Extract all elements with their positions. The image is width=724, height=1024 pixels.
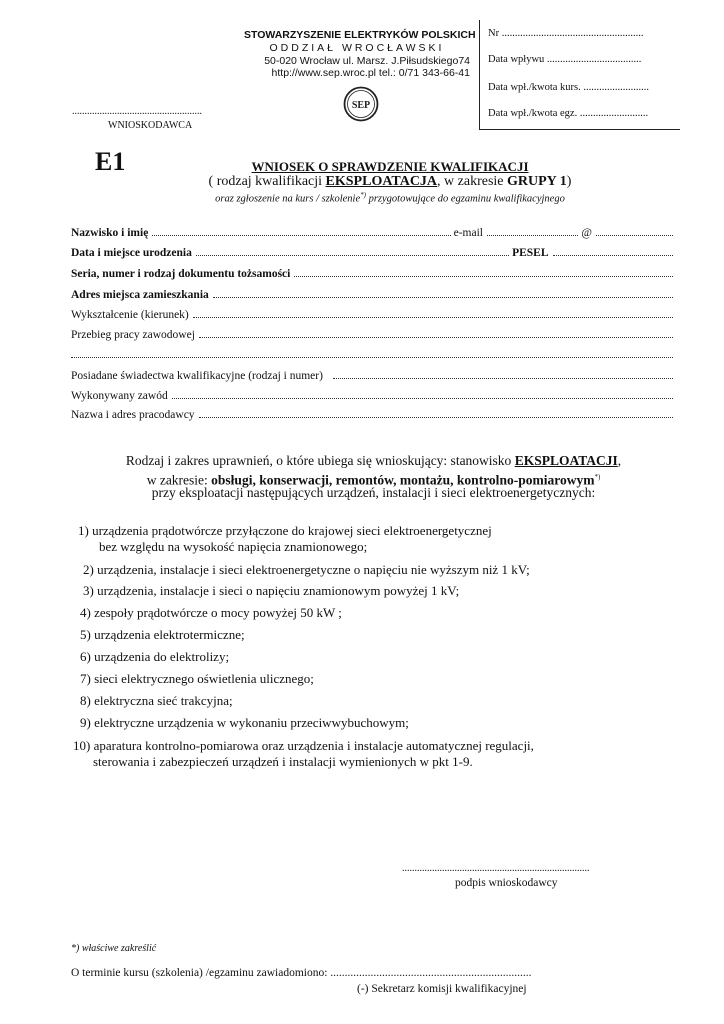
- office-use-box: [479, 20, 680, 130]
- list-item: bez względu na wysokość napięcia znamionowego;: [99, 539, 368, 554]
- education-input[interactable]: [193, 317, 673, 318]
- birth-label: Data i miejsce urodzenia: [71, 247, 192, 259]
- pesel-input[interactable]: [553, 255, 673, 256]
- list-item: 1) urządzenia prądotwórcze przyłączone do krajowej sieci elektroenergetycznej: [78, 523, 492, 538]
- pesel-label: PESEL: [512, 247, 549, 259]
- office-nr: Nr ......................................................: [488, 28, 644, 39]
- field-education[interactable]: [71, 305, 676, 321]
- address-label: Adres miejsca zamieszkania: [71, 289, 209, 301]
- email-domain-input[interactable]: [596, 235, 673, 236]
- office-data-wplywu: Data wpływu ....................................: [488, 54, 642, 65]
- applicant-signature-label: podpis wnioskodawcy: [455, 877, 558, 889]
- list-item: 2) urządzenia, instalacje i sieci elektroenergetyczne o napięciu nie wyższym niż 1 kV;: [83, 562, 530, 577]
- scope-line-3: przy eksploatacji następujących urządzeń, instalacji i sieci elektroenergetycznych:: [151, 485, 596, 500]
- list-item: 7) sieci elektrycznego oświetlenia ulicznego;: [80, 671, 314, 686]
- field-profession[interactable]: [71, 386, 676, 402]
- organization-branch: ODDZIAŁ WROCŁAWSKI: [269, 42, 445, 54]
- scope-range: obsługi, konserwacji, remontów, montażu, kontrolno-pomiarowym: [211, 472, 595, 488]
- profession-label: Wykonywany zawód: [71, 390, 168, 402]
- form-code: E1: [95, 147, 126, 176]
- organization-address: 50-020 Wrocław ul. Marsz. J.Piłsudskiego74: [264, 55, 470, 67]
- employer-input[interactable]: [199, 417, 673, 418]
- applicant-signature-line[interactable]: ....................................................: [72, 106, 202, 117]
- organization-contact: http://www.sep.wroc.pl tel.: 0/71 343-66-41: [271, 67, 470, 79]
- field-employer[interactable]: [71, 405, 676, 421]
- form-subtitle: ( rodzaj kwalifikacji EKSPLOATACJA, w zakresie GRUPY 1): [208, 174, 572, 189]
- sep-logo: [343, 86, 379, 122]
- secretary-label: (-) Sekretarz komisji kwalifikacyjnej: [357, 983, 527, 995]
- list-item: 3) urządzenia, instalacje i sieci o napięciu znamionowym powyżej 1 kV;: [83, 583, 460, 598]
- list-item: 10) aparatura kontrolno-pomiarowa oraz urządzenia i instalacje automatycznej regulacji,: [73, 738, 534, 753]
- email-label: e-mail: [453, 227, 483, 239]
- office-data-kurs: Data wpł./kwota kurs. .........................: [488, 82, 649, 93]
- name-input[interactable]: [152, 235, 450, 236]
- list-item: 4) zespoły prądotwórcze o mocy powyżej 50 kW ;: [80, 605, 342, 620]
- qualification-group: GRUPY 1: [507, 174, 567, 189]
- office-data-egz: Data wpł./kwota egz. ..........................: [488, 108, 649, 119]
- scope-position: EKSPLOATACJI: [514, 453, 618, 468]
- field-name-email[interactable]: [71, 223, 676, 239]
- list-item: 9) elektryczne urządzenia w wykonaniu przeciwwybuchowym;: [80, 715, 409, 730]
- form-subsubtitle: oraz zgłoszenie na kurs / szkolenie*) przygotowujące do egzaminu kwalifikacyjnego: [215, 191, 565, 205]
- field-career[interactable]: [71, 325, 676, 341]
- footnote: *) właściwe zakreślić: [71, 943, 157, 954]
- list-item: sterowania i zabezpieczeń urządzeń i instalacji wymienionych w pkt 1-9.: [93, 754, 473, 769]
- organization-name: STOWARZYSZENIE ELEKTRYKÓW POLSKICH: [244, 29, 476, 41]
- sep-logo-text: SEP: [351, 100, 371, 111]
- career-label: Przebieg pracy zawodowej: [71, 329, 195, 341]
- career-input-2[interactable]: [71, 357, 673, 358]
- field-birth-pesel[interactable]: [71, 243, 676, 259]
- email-at: @: [581, 227, 593, 239]
- list-item: 8) elektryczna sieć trakcyjna;: [80, 693, 233, 708]
- form-title: WNIOSEK O SPRAWDZENIE KWALIFIKACJI: [251, 159, 529, 174]
- field-certificates[interactable]: [71, 366, 676, 382]
- education-label: Wykształcenie (kierunek): [71, 309, 189, 321]
- birth-input[interactable]: [196, 255, 509, 256]
- address-input[interactable]: [213, 297, 673, 298]
- certificates-input[interactable]: [333, 378, 673, 379]
- career-input[interactable]: [199, 337, 673, 338]
- scope-line-1: Rodzaj i zakres uprawnień, o które ubiega się wnioskujący: stanowisko EKSPLOATACJI,: [125, 453, 622, 468]
- field-document[interactable]: [71, 264, 676, 280]
- document-input[interactable]: [294, 276, 673, 277]
- notification-line: O terminie kursu (szkolenia) /egzaminu zawiadomiono: ......................................................................: [71, 967, 532, 979]
- employer-label: Nazwa i adres pracodawcy: [71, 409, 195, 421]
- qualification-type: EKSPLOATACJA: [325, 174, 438, 189]
- certificates-label: Posiadane świadectwa kwalifikacyjne (rodzaj i numer): [71, 370, 323, 382]
- profession-input[interactable]: [172, 398, 673, 399]
- field-address[interactable]: [71, 285, 676, 301]
- document-label: Seria, numer i rodzaj dokumentu tożsamości: [71, 268, 291, 280]
- scope-line-2: w zakresie: obsługi, konserwacji, remontów, montażu, kontrolno-pomiarowym*): [146, 472, 601, 488]
- field-career-continued[interactable]: [71, 345, 676, 361]
- applicant-label: WNIOSKODAWCA: [108, 120, 193, 131]
- email-user-input[interactable]: [487, 235, 578, 236]
- list-item: 5) urządzenia elektrotermiczne;: [80, 627, 245, 642]
- applicant-signature-field[interactable]: ...........................................................................: [402, 863, 590, 874]
- name-label: Nazwisko i imię: [71, 227, 149, 239]
- list-item: 6) urządzenia do elektrolizy;: [80, 649, 230, 664]
